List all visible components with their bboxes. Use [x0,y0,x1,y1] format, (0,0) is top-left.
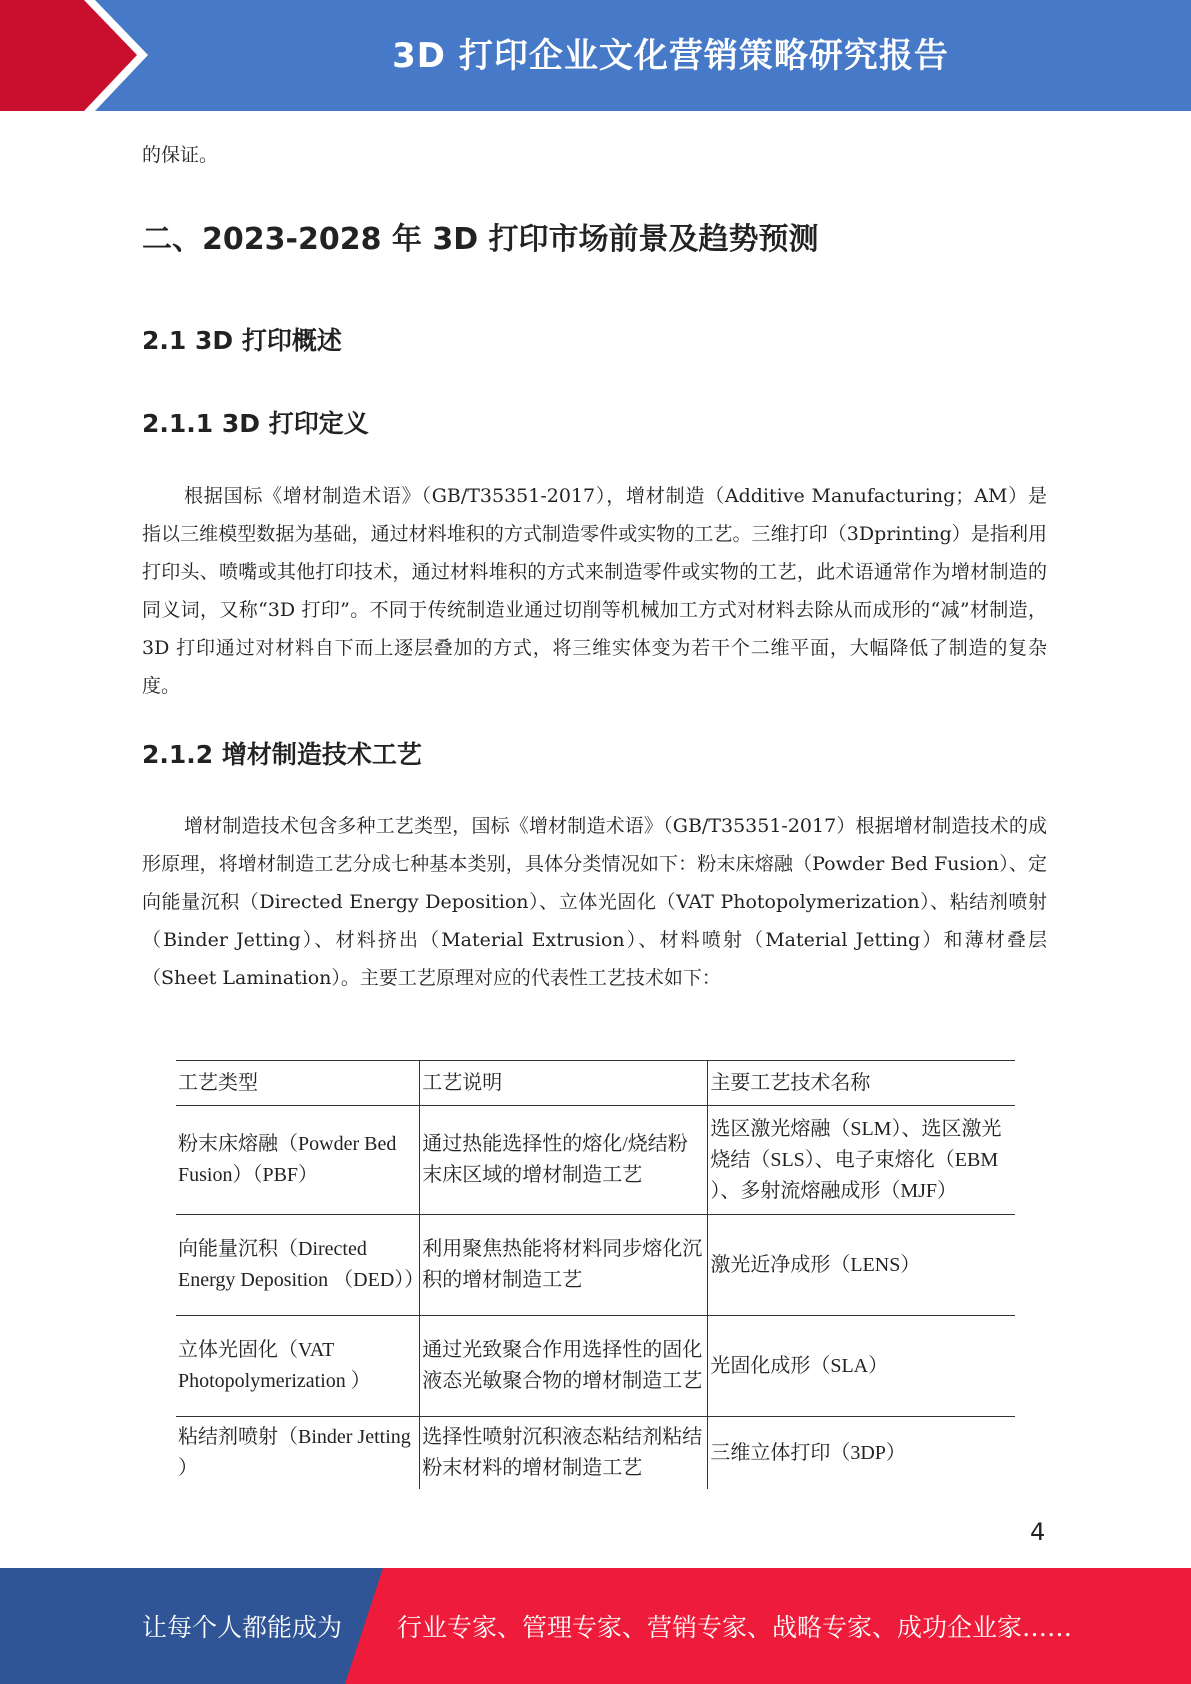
table-header-cell: 工艺说明 [420,1061,708,1106]
table-header-cell: 工艺类型 [176,1061,420,1106]
table-cell-technology-text: 选区激光熔融（SLM）、选区激光烧结（SLS）、电子束熔化（EBM ）、多射流熔融成形（MJF） [710,1117,1002,1202]
table-cell-type: 立体光固化（VAT Photopolymerization ） [176,1316,420,1417]
table-cell-type: 向能量沉积（Directed Energy Deposition （DED）） [176,1215,420,1316]
footer-slogan-right: 行业专家、管理专家、营销专家、战略专家、成功企业家…… [397,1613,1073,1642]
table-cell-technology [708,1106,1015,1215]
subsection-title-overview: 2.1 3D 打印概述 [142,326,342,355]
continuation-text: 的保证。 [142,144,219,166]
table-row [176,1417,1015,1490]
process-table [176,1060,1015,1489]
section-title: 二、2023-2028 年 3D 打印市场前景及趋势预测 [142,222,819,257]
table-cell-description: 通过热能选择性的熔化/烧结粉末床区域的增材制造工艺 [420,1106,708,1215]
subsection-title-process: 2.1.2 增材制造技术工艺 [142,740,422,769]
table-row [176,1215,1015,1316]
table-cell-technology: 光固化成形（SLA） [708,1316,1015,1417]
page-number: 4 [1030,1518,1046,1546]
page-footer [0,1568,1191,1684]
table-cell-description: 选择性喷射沉积液态粘结剂粘结粉末材料的增材制造工艺 [420,1417,708,1490]
table-cell-description: 通过光致聚合作用选择性的固化液态光敏聚合物的增材制造工艺 [420,1316,708,1417]
table-header-cell: 主要工艺技术名称 [708,1061,1015,1106]
footer-slogan-left: 让每个人都能成为 [142,1613,343,1642]
table-cell-technology: 三维立体打印（3DP） [710,1441,906,1464]
table-cell-technology: 激光近净成形（LENS） [708,1215,1015,1316]
paragraph-definition: 根据国标《增材制造术语》（GB/T35351-2017），增材制造（Additive Manufacturing；AM）是指以三维模型数据为基础，通过材料堆积的方式制造零件或实物的工艺。三维打印（3Dprinting）是指利用打印头、喷嘴或其他打印技术，通过材料堆积的方式来制造零件或实物的工艺，此术语通常作为增材制造的同义词，又称“3D 打印”。不同于传统制造业通过切削等机械加工方式对材料去除从而成形的“减”材制造，3D 打印通过对材料自下而上逐层叠加的方式，将三维实体变为若干个二维平面，大幅降低了制造的复杂度。 [142,485,1047,697]
subsection-title-definition: 2.1.1 3D 打印定义 [142,409,369,438]
table-row [176,1316,1015,1417]
table-cell-description: 利用聚焦热能将材料同步熔化沉积的增材制造工艺 [420,1215,708,1316]
table-cell-type: 粉末床熔融（Powder Bed Fusion）（PBF） [176,1106,420,1215]
report-title: 3D 打印企业文化营销策略研究报告 [392,35,949,76]
table-header-row [176,1061,1015,1106]
table-cell-type: 粘结剂喷射（Binder Jetting ） [178,1426,411,1479]
paragraph-process: 增材制造技术包含多种工艺类型，国标《增材制造术语》（GB/T35351-2017）根据增材制造技术的成形原理，将增材制造工艺分成七种基本类别，具体分类情况如下：粉末床熔融（Powder Bed Fusion）、定向能量沉积（Directed Energy Deposition）、立体光固化（VAT Photopolymerization）、粘结剂喷射（Binder Jetting）、材料挤出（Material Extrusion）、材料喷射（Material Jetting）和薄材叠层（Sheet Lamination）。主要工艺原理对应的代表性工艺技术如下： [142,815,1047,989]
table-row [176,1106,1015,1215]
page-header [0,0,1191,111]
